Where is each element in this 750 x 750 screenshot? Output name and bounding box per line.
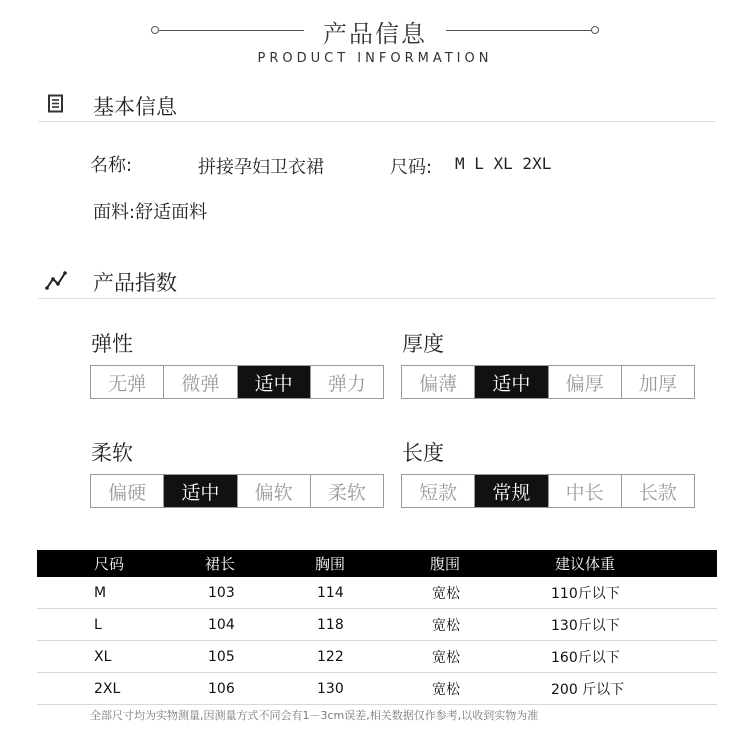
length-label: 长度 — [402, 441, 444, 465]
document-icon — [46, 94, 66, 114]
table-row — [37, 673, 717, 705]
length-scale — [401, 474, 695, 508]
name-value: 拼接孕妇卫衣裙 — [198, 157, 324, 178]
length-option: 中长 — [549, 475, 622, 507]
softness-option: 偏软 — [238, 475, 311, 507]
cell-weight: 130斤以下 — [551, 617, 620, 634]
softness-label: 柔软 — [91, 441, 133, 465]
page-subtitle: PRODUCT INFORMATION — [257, 51, 493, 66]
softness-option: 偏硬 — [91, 475, 164, 507]
table-row — [37, 577, 717, 609]
cell-size: L — [94, 616, 102, 633]
page-title: 产品信息 — [323, 20, 427, 48]
softness-option: 柔软 — [327, 481, 366, 504]
product-index-title: 产品指数 — [93, 271, 177, 295]
table-row — [37, 641, 717, 673]
basic-info-divider — [38, 121, 716, 122]
cell-skirt-length: 105 — [208, 648, 235, 665]
name-label: 名称: — [90, 155, 133, 176]
cell-bust: 122 — [317, 648, 344, 665]
elasticity-label: 弹性 — [91, 332, 133, 356]
length-option: 长款 — [638, 481, 677, 504]
cell-size: M — [94, 584, 107, 601]
cell-weight: 160斤以下 — [551, 649, 620, 666]
thickness-scale — [401, 365, 695, 399]
cell-skirt-length: 106 — [208, 680, 235, 697]
cell-weight: 110斤以下 — [551, 585, 620, 602]
elasticity-option: 无弹 — [91, 366, 164, 398]
cell-weight: 200 斤以下 — [551, 681, 625, 698]
thickness-option: 偏薄 — [402, 366, 475, 398]
softness-scale — [90, 474, 384, 508]
cell-bust: 130 — [317, 680, 344, 697]
length-option: 短款 — [402, 475, 475, 507]
size-value: M L XL 2XL — [455, 154, 552, 173]
cell-skirt-length: 103 — [208, 584, 235, 601]
length-option-selected: 常规 — [475, 475, 548, 507]
cell-belly: 宽松 — [432, 649, 460, 666]
trend-line-icon — [45, 270, 67, 290]
header-bust: 胸围 — [315, 555, 346, 573]
header-skirt-length: 裙长 — [205, 555, 236, 573]
thickness-label: 厚度 — [402, 332, 444, 356]
fabric-text: 面料:舒适面料 — [93, 202, 208, 223]
measurement-note: 全部尺寸均为实物测量,因测量方式不同会有1－3cm误差,相关数据仅作参考,以收到实物为准 — [90, 709, 539, 722]
header-right-line — [446, 30, 591, 31]
elasticity-option: 弹力 — [327, 372, 366, 395]
thickness-option-selected: 适中 — [475, 366, 548, 398]
thickness-option: 偏厚 — [549, 366, 622, 398]
product-index-divider — [38, 298, 716, 299]
cell-bust: 114 — [317, 584, 344, 601]
cell-belly: 宽松 — [432, 585, 460, 602]
table-row — [37, 609, 717, 641]
header-weight: 建议体重 — [555, 555, 616, 573]
cell-belly: 宽松 — [432, 617, 460, 634]
size-table — [37, 550, 717, 705]
cell-skirt-length: 104 — [208, 616, 235, 633]
table-header — [37, 550, 717, 577]
softness-option-selected: 适中 — [164, 475, 237, 507]
basic-info-title: 基本信息 — [93, 95, 177, 119]
cell-bust: 118 — [317, 616, 344, 633]
elasticity-option: 微弹 — [164, 366, 237, 398]
thickness-option: 加厚 — [638, 372, 677, 395]
header-right-dot — [591, 26, 599, 34]
elasticity-option-selected: 适中 — [238, 366, 311, 398]
header-belly: 腹围 — [430, 555, 461, 573]
cell-size: XL — [94, 648, 112, 665]
elasticity-scale — [90, 365, 384, 399]
cell-size: 2XL — [94, 680, 121, 697]
cell-belly: 宽松 — [432, 681, 460, 698]
size-label: 尺码: — [390, 157, 433, 178]
header-size: 尺码 — [94, 555, 125, 573]
